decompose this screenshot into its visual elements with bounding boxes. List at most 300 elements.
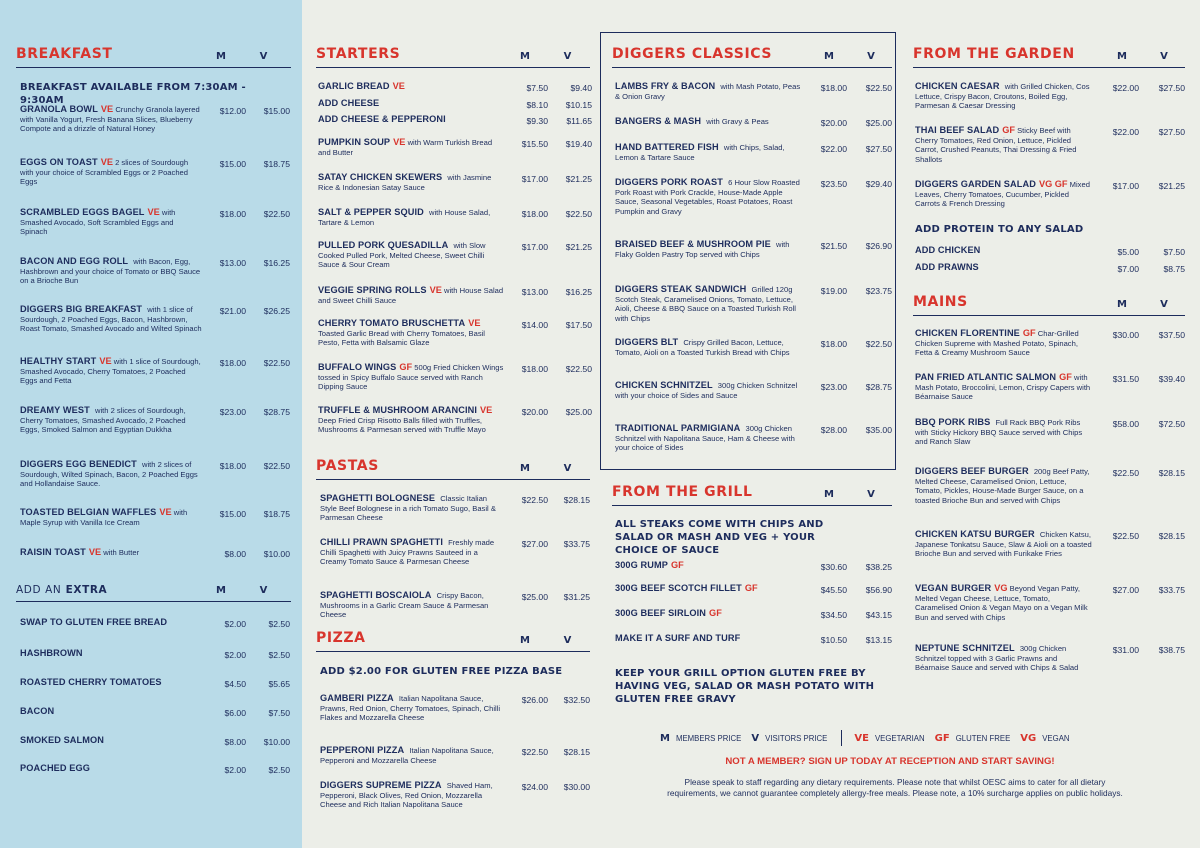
menu-item-name: DIGGERS BLT bbox=[615, 337, 679, 347]
visitor-price: $18.75 bbox=[263, 159, 290, 169]
menu-item-text bbox=[915, 418, 1097, 447]
menu-item-name: CHICKEN SCHNITZEL bbox=[615, 380, 713, 390]
visitor-price: $15.00 bbox=[263, 106, 290, 116]
menu-item bbox=[318, 208, 592, 227]
dietary-tag: GF bbox=[1002, 125, 1015, 135]
pastas-m-label: M bbox=[520, 463, 530, 474]
member-price: $15.00 bbox=[219, 159, 246, 169]
member-price: $8.00 bbox=[224, 737, 246, 747]
visitor-price: $33.75 bbox=[1158, 585, 1185, 595]
member-price: $22.00 bbox=[820, 144, 847, 154]
menu-item-text bbox=[318, 99, 510, 109]
extras-title bbox=[16, 584, 206, 596]
menu-item-name: ADD PRAWNS bbox=[915, 262, 979, 272]
visitor-price: $8.75 bbox=[1163, 264, 1185, 274]
dietary-tag: GF bbox=[1059, 372, 1072, 382]
visitor-price: $29.40 bbox=[865, 179, 892, 189]
dietary-tag: VE bbox=[468, 318, 481, 328]
menu-item-description: Crispy Bacon, Mushrooms in a Garlic Cream Sauce & Parmesan Cheese bbox=[320, 591, 489, 620]
menu-item-description: with 1 slice of Sourdough, Smashed Avocado, Cherry Tomatoes, 2 Poached Eggs and Fetta bbox=[20, 357, 201, 386]
menu-item-text bbox=[615, 609, 805, 619]
member-price: $58.00 bbox=[1112, 419, 1139, 429]
visitor-price: $13.15 bbox=[865, 635, 892, 645]
menu-item-name: TRADITIONAL PARMIGIANA bbox=[615, 423, 741, 433]
menu-item-text bbox=[20, 406, 206, 435]
member-price: $18.00 bbox=[219, 461, 246, 471]
visitor-price: $23.75 bbox=[865, 286, 892, 296]
menu-item-description: Crispy Grilled Bacon, Lettuce, Tomato, Aioli on a Toasted Turkish Bread with Chips bbox=[615, 338, 790, 357]
protein-heading: ADD PROTEIN TO ANY SALAD bbox=[915, 224, 1084, 235]
dietary-tag: VE bbox=[159, 507, 172, 517]
menu-item-text bbox=[915, 82, 1097, 111]
dietary-tag: VE bbox=[88, 547, 102, 557]
breakfast-hours: BREAKFAST AVAILABLE FROM 7:30AM - 9:30AM bbox=[20, 82, 246, 106]
menu-item bbox=[20, 707, 290, 718]
member-price: $18.00 bbox=[219, 358, 246, 368]
menu-item-description: Chicken Katsu, Japanese Tonkatsu Sauce, Slaw & Aioli on a toasted Brioche Bun and served with Furikake Fries bbox=[915, 530, 1092, 559]
menu-item-text bbox=[318, 286, 510, 305]
menu-item-name: DIGGERS EGG BENEDICT bbox=[20, 459, 137, 469]
menu-item-name: GAMBERI PIZZA bbox=[320, 693, 394, 703]
menu-item bbox=[615, 609, 892, 620]
menu-item-name: PULLED PORK QUESADILLA bbox=[318, 240, 449, 250]
menu-item bbox=[20, 460, 290, 489]
menu-item-name: VEGGIE SPRING ROLLS bbox=[318, 285, 427, 295]
menu-item-name: GRANOLA BOWL bbox=[20, 104, 98, 114]
menu-item-description: with Maple Syrup with Vanilla Ice Cream bbox=[20, 508, 188, 527]
menu-item-name: DREAMY WEST bbox=[20, 405, 90, 415]
visitor-price: $56.90 bbox=[865, 585, 892, 595]
menu-item-name: DIGGERS PORK ROAST bbox=[615, 177, 723, 187]
member-price: $18.00 bbox=[521, 364, 548, 374]
starters-header bbox=[316, 46, 590, 68]
member-price: $17.00 bbox=[1112, 181, 1139, 191]
visitor-price: $22.50 bbox=[565, 364, 592, 374]
menu-item-name: BRAISED BEEF & MUSHROOM PIE bbox=[615, 239, 771, 249]
member-price: $22.00 bbox=[1112, 83, 1139, 93]
menu-item-name: LAMBS FRY & BACON bbox=[615, 81, 716, 91]
classics-title: DIGGERS CLASSICS bbox=[612, 46, 773, 62]
menu-item-text bbox=[20, 678, 206, 688]
visitor-price: $28.15 bbox=[563, 747, 590, 757]
menu-item-name: TOASTED BELGIAN WAFFLES bbox=[20, 507, 157, 517]
menu-item-text bbox=[20, 305, 206, 334]
menu-item-text bbox=[615, 634, 805, 644]
member-price: $12.00 bbox=[219, 106, 246, 116]
menu-item-text bbox=[20, 707, 206, 717]
garden-title: FROM THE GARDEN bbox=[913, 46, 1075, 62]
classics-header bbox=[612, 46, 892, 68]
visitor-price: $22.50 bbox=[865, 339, 892, 349]
visitor-price: $7.50 bbox=[268, 708, 290, 718]
menu-item-name: NEPTUNE SCHNITZEL bbox=[915, 643, 1015, 653]
menu-item-name: CHICKEN KATSU BURGER bbox=[915, 529, 1035, 539]
menu-item bbox=[20, 208, 290, 237]
menu-item bbox=[615, 240, 892, 259]
member-price: $8.10 bbox=[526, 100, 548, 110]
visitor-price: $33.75 bbox=[563, 539, 590, 549]
member-price: $34.50 bbox=[820, 610, 847, 620]
visitor-price: $28.75 bbox=[865, 382, 892, 392]
menu-item-name: SWAP TO GLUTEN FREE BREAD bbox=[20, 617, 168, 627]
dietary-tag: VG GF bbox=[1038, 179, 1068, 189]
menu-item-description: with Bacon, Egg, Hashbrown and your choice of Tomato or BBQ Sauce on a Brioche Bun bbox=[20, 257, 201, 286]
menu-item-description: Italian Napolitana Sauce, Prawns, Red Onion, Cherry Tomatoes, Spinach, Chilli Flakes and Mozzarella Cheese bbox=[320, 694, 501, 723]
visitor-price: $10.15 bbox=[565, 100, 592, 110]
menu-item-text bbox=[915, 246, 1097, 256]
pizza-header bbox=[316, 630, 590, 652]
menu-item-name: TRUFFLE & MUSHROOM ARANCINI bbox=[318, 405, 478, 415]
menu-item bbox=[915, 329, 1185, 358]
menu-item-text bbox=[320, 746, 510, 765]
member-price: $18.00 bbox=[521, 209, 548, 219]
menu-item-text bbox=[318, 82, 510, 92]
menu-item bbox=[320, 694, 590, 723]
visitor-price: $21.25 bbox=[565, 242, 592, 252]
visitor-price: $19.40 bbox=[565, 139, 592, 149]
member-price: $45.50 bbox=[820, 585, 847, 595]
member-price: $27.00 bbox=[521, 539, 548, 549]
menu-item-description: 300g Chicken Schnitzel with your choice of Sides and Sauce bbox=[615, 381, 798, 400]
menu-item bbox=[615, 381, 892, 400]
menu-item bbox=[318, 286, 592, 305]
menu-item-description: Mixed Leaves, Cherry Tomatoes, Cucumber, Pickled Carrots & French Dressing bbox=[915, 180, 1090, 209]
visitor-price: $25.00 bbox=[565, 407, 592, 417]
dietary-disclaimer: Please speak to staff regarding any dietary requirements. Please note that whilst OESC aims to cater for all dietary requirements, we cannot guarantee completely allergy-free meals. Please note, a 10% surcharge applies on public holidays. bbox=[667, 777, 1123, 798]
visitor-price: $16.25 bbox=[263, 258, 290, 268]
pastas-v-label: V bbox=[563, 463, 572, 474]
menu-item-description: with Mash Potato, Peas & Onion Gravy bbox=[615, 82, 801, 101]
visitor-price: $37.50 bbox=[1158, 330, 1185, 340]
menu-item-name: DIGGERS BIG BREAKFAST bbox=[20, 304, 143, 314]
menu-item-text bbox=[320, 494, 510, 523]
member-price: $17.00 bbox=[521, 242, 548, 252]
member-price: $30.60 bbox=[820, 562, 847, 572]
menu-item-text bbox=[20, 618, 206, 628]
menu-item-text bbox=[615, 178, 805, 216]
menu-item-text bbox=[615, 381, 805, 400]
pizza-m-label: M bbox=[520, 635, 530, 646]
visitor-price: $27.50 bbox=[1158, 127, 1185, 137]
menu-item-text bbox=[915, 126, 1097, 164]
member-price: $31.50 bbox=[1112, 374, 1139, 384]
member-price: $15.00 bbox=[219, 509, 246, 519]
menu-item bbox=[20, 158, 290, 187]
member-price: $27.00 bbox=[1112, 585, 1139, 595]
menu-item-name: BANGERS & MASH bbox=[615, 116, 702, 126]
garden-m-label: M bbox=[1117, 51, 1127, 62]
menu-item-description: with 2 slices of Sourdough, Wilted Spinach, Bacon, 2 Poached Eggs and Hollandaise Sauce. bbox=[20, 460, 198, 489]
visitor-price: $21.25 bbox=[565, 174, 592, 184]
menu-item-name: 300G RUMP bbox=[615, 560, 668, 570]
menu-item-text bbox=[915, 530, 1097, 559]
breakfast-header bbox=[16, 46, 291, 68]
menu-item-text bbox=[20, 357, 206, 386]
starters-column bbox=[302, 0, 592, 848]
menu-item-text bbox=[318, 406, 510, 435]
member-price: $30.00 bbox=[1112, 330, 1139, 340]
menu-item bbox=[615, 285, 892, 323]
dietary-tag: GF bbox=[399, 362, 413, 372]
dietary-tag: GF bbox=[709, 608, 722, 618]
menu-item-name: SMOKED SALMON bbox=[20, 735, 104, 745]
visitor-price: $26.90 bbox=[865, 241, 892, 251]
menu-item-description: with Smashed Avocado, Soft Scrambled Eggs and Spinach bbox=[20, 208, 176, 237]
member-price: $17.00 bbox=[521, 174, 548, 184]
menu-item bbox=[20, 305, 290, 334]
visitor-price: $10.00 bbox=[263, 549, 290, 559]
visitor-price: $38.75 bbox=[1158, 645, 1185, 655]
menu-item bbox=[615, 117, 892, 128]
visitor-price: $2.50 bbox=[268, 650, 290, 660]
menu-item-name: SCRAMBLED EGGS BAGEL bbox=[20, 207, 145, 217]
mains-v-label: V bbox=[1160, 299, 1168, 310]
pizza-v-label: V bbox=[563, 635, 572, 646]
legend-v-key: V bbox=[751, 732, 760, 744]
visitor-price: $35.00 bbox=[865, 425, 892, 435]
menu-item-name: DIGGERS GARDEN SALAD bbox=[915, 179, 1036, 189]
member-price: $22.00 bbox=[1112, 127, 1139, 137]
member-price: $28.00 bbox=[820, 425, 847, 435]
menu-item-description: Classic Italian Style Beef Bolognese in a rich Tomato Sugo, Basil & Parmesan Cheese bbox=[320, 494, 496, 523]
grill-title: FROM THE GRILL bbox=[612, 484, 753, 500]
breakfast-column bbox=[0, 0, 302, 848]
garden-v-label: V bbox=[1160, 51, 1168, 62]
menu-item-name: ADD CHICKEN bbox=[915, 245, 981, 255]
legend-gf-key: GF bbox=[934, 732, 950, 744]
mains-header bbox=[913, 294, 1185, 316]
visitor-price: $27.50 bbox=[865, 144, 892, 154]
member-price: $8.00 bbox=[224, 549, 246, 559]
dietary-tag: VE bbox=[99, 356, 112, 366]
legend-divider bbox=[841, 730, 842, 746]
menu-item-description: 300g Chicken Schnitzel topped with 3 Garlic Prawns and Béarnaise Sauce and served with Chips & Salad bbox=[915, 644, 1079, 673]
member-price: $23.50 bbox=[820, 179, 847, 189]
classics-column bbox=[600, 0, 900, 848]
menu-item-description: 500g Fried Chicken Wings tossed in Spicy Buffalo Sauce served with Ranch Dipping Sauce bbox=[318, 363, 504, 392]
member-price: $24.00 bbox=[521, 782, 548, 792]
menu-item-text bbox=[615, 584, 805, 594]
menu-item-description: 2 slices of Sourdough with your choice of Scrambled Eggs or 2 Poached Eggs bbox=[20, 158, 189, 187]
menu-item bbox=[615, 178, 892, 216]
menu-item bbox=[20, 508, 290, 527]
menu-item-description: with Gravy & Peas bbox=[706, 117, 769, 126]
dietary-tag: GF bbox=[670, 560, 684, 570]
pizza-title: PIZZA bbox=[316, 630, 366, 646]
extras-m-label: M bbox=[216, 585, 226, 596]
visitor-price: $18.75 bbox=[263, 509, 290, 519]
menu-item-text bbox=[20, 257, 206, 286]
member-price: $26.00 bbox=[521, 695, 548, 705]
menu-item-text bbox=[615, 143, 805, 162]
menu-item-name: ADD CHEESE & PEPPERONI bbox=[318, 114, 446, 124]
grill-gf-note: KEEP YOUR GRILL OPTION GLUTEN FREE BY HAVING VEG, SALAD OR MASH POTATO WITH GLUTEN FREE GRAVY bbox=[615, 668, 875, 705]
extras-header bbox=[16, 584, 291, 602]
menu-item-text bbox=[915, 180, 1097, 209]
menu-item-text bbox=[320, 591, 510, 620]
visitor-price: $32.50 bbox=[563, 695, 590, 705]
member-price: $15.50 bbox=[521, 139, 548, 149]
visitor-price: $22.50 bbox=[565, 209, 592, 219]
member-price: $22.50 bbox=[1112, 531, 1139, 541]
dietary-tag: VE bbox=[429, 285, 442, 295]
menu-item bbox=[615, 82, 892, 101]
menu-item-text bbox=[915, 329, 1097, 358]
menu-item-text bbox=[20, 105, 206, 134]
member-price: $25.00 bbox=[521, 592, 548, 602]
menu-item bbox=[318, 363, 592, 392]
visitor-price: $38.25 bbox=[865, 562, 892, 572]
dietary-tag: VE bbox=[100, 157, 113, 167]
member-price: $23.00 bbox=[219, 407, 246, 417]
legend-m-key: M bbox=[660, 732, 670, 744]
member-price: $6.00 bbox=[224, 708, 246, 718]
dietary-tag: VE bbox=[393, 137, 406, 147]
visitor-price: $21.25 bbox=[1158, 181, 1185, 191]
menu-item bbox=[915, 180, 1185, 209]
menu-item-text bbox=[915, 584, 1097, 622]
dietary-tag: VE bbox=[392, 81, 405, 91]
dietary-tag: VG bbox=[994, 583, 1008, 593]
menu-item-description: with Warm Turkish Bread and Butter bbox=[318, 138, 493, 157]
visitor-price: $22.50 bbox=[263, 209, 290, 219]
visitor-price: $22.50 bbox=[263, 461, 290, 471]
menu-item-name: SPAGHETTI BOLOGNESE bbox=[320, 493, 436, 503]
grill-steaks-note: ALL STEAKS COME WITH CHIPS AND SALAD OR MASH AND VEG + YOUR CHOICE OF SAUCE bbox=[615, 519, 824, 556]
member-price: $21.50 bbox=[820, 241, 847, 251]
dietary-tag: GF bbox=[1022, 328, 1036, 338]
visitor-price: $26.25 bbox=[263, 306, 290, 316]
menu-item bbox=[615, 338, 892, 357]
menu-item-name: DIGGERS SUPREME PIZZA bbox=[320, 780, 442, 790]
member-price: $7.50 bbox=[526, 83, 548, 93]
visitor-price: $28.75 bbox=[263, 407, 290, 417]
member-price: $10.50 bbox=[820, 635, 847, 645]
menu-item-name: MAKE IT A SURF AND TURF bbox=[615, 633, 741, 643]
menu-item-description: 6 Hour Slow Roasted Pork Roast with Pork Crackle, House-Made Apple Sauce, Seasonal Vegetables, Roast Potatoes, Roast Pumpkin and Gravy bbox=[615, 178, 800, 216]
menu-item-name: GARLIC BREAD bbox=[318, 81, 390, 91]
member-price: $21.00 bbox=[219, 306, 246, 316]
menu-item-name: SPAGHETTI BOSCAIOLA bbox=[320, 590, 432, 600]
garden-column bbox=[905, 0, 1195, 848]
menu-item-description: with House Salad, Tartare & Lemon bbox=[318, 208, 491, 227]
menu-item-description: with Butter bbox=[103, 548, 140, 557]
extras-title-prefix: ADD AN bbox=[16, 584, 62, 596]
menu-item-text bbox=[615, 561, 805, 571]
visitor-price: $2.50 bbox=[268, 619, 290, 629]
menu-item bbox=[20, 618, 290, 629]
dietary-tag: VE bbox=[480, 405, 493, 415]
visitor-price: $28.15 bbox=[1158, 468, 1185, 478]
menu-item bbox=[20, 736, 290, 747]
pastas-title: PASTAS bbox=[316, 458, 379, 474]
menu-item-name: HAND BATTERED FISH bbox=[615, 142, 719, 152]
menu-item bbox=[20, 649, 290, 660]
menu-item-description: with Jasmine Rice & Indonesian Satay Sauce bbox=[318, 173, 492, 192]
menu-item-description: Toasted Garlic Bread with Cherry Tomatoes, Basil Pesto, Fetta with Balsamic Glaze bbox=[318, 328, 485, 348]
menu-item-description: with 2 slices of Sourdough, Cherry Tomatoes, Smashed Avocado, 2 Poached Eggs, Smoked Salmon and Egyptian Dukkha bbox=[20, 406, 186, 435]
grill-m-label: M bbox=[824, 489, 834, 500]
menu-item-description: with House Salad and Sweet Chilli Sauce bbox=[318, 286, 504, 305]
menu-item-description: with Grilled Chicken, Cos Lettuce, Crispy Bacon, Croutons, Boiled Egg, Parmesan & Caesar Dressing bbox=[915, 82, 1090, 111]
menu-item bbox=[320, 591, 590, 620]
visitor-price: $5.65 bbox=[268, 679, 290, 689]
menu-item-description: 200g Beef Patty, Melted Cheese, Caramelised Onion, Lettuce, Tomato, Pickles, House-Made Burger Sauce, on a toasted Brioche Bun and served with Chips bbox=[915, 467, 1090, 505]
dietary-tag: VE bbox=[100, 104, 114, 114]
classics-m-label: M bbox=[824, 51, 834, 62]
menu-item-text bbox=[20, 736, 206, 746]
menu-item-description: with 1 slice of Sourdough, 2 Poached Eggs, Bacon, Hashbrown, Roast Tomato, Smashed Avocado and Wilted Spinach bbox=[20, 305, 202, 334]
menu-item-description: Crunchy Granola layered with Vanilla Yogurt, Fresh Banana Slices, Blueberry Compote and a drizzle of Natural Honey bbox=[20, 105, 200, 134]
visitor-price: $28.15 bbox=[1158, 531, 1185, 541]
pastas-header bbox=[316, 458, 590, 480]
menu-item-text bbox=[20, 158, 206, 187]
menu-item-description: 300g Chicken Schnitzel with Napolitana Sauce, Ham & Cheese with your choice of Sides bbox=[615, 424, 795, 453]
menu-item-name: BACON AND EGG ROLL bbox=[20, 256, 129, 266]
member-price: $13.00 bbox=[521, 287, 548, 297]
legend-m-label: MEMBERS PRICE bbox=[675, 733, 742, 743]
visitor-price: $22.50 bbox=[263, 358, 290, 368]
legend-ve-key: VE bbox=[854, 732, 869, 744]
menu-item-description: Grilled 120g Scotch Steak, Caramelised Onions, Tomato, Lettuce, Aioli, Cheese & BBQ Sauce on a Toasted Turkish Roll with Chips bbox=[615, 285, 796, 323]
legend-vg-key: VG bbox=[1020, 732, 1037, 744]
visitor-price: $17.50 bbox=[565, 320, 592, 330]
member-price: $19.00 bbox=[820, 286, 847, 296]
menu-item bbox=[915, 263, 1185, 274]
menu-item bbox=[318, 241, 592, 270]
menu-item-text bbox=[320, 694, 510, 723]
breakfast-title: BREAKFAST bbox=[16, 46, 113, 62]
menu-item-text bbox=[318, 319, 510, 348]
menu-item bbox=[915, 82, 1185, 111]
menu-item-name: 300G BEEF SCOTCH FILLET bbox=[615, 583, 742, 593]
visitor-price: $9.40 bbox=[570, 83, 592, 93]
menu-item bbox=[915, 530, 1185, 559]
menu-item bbox=[318, 406, 592, 435]
visitor-price: $39.40 bbox=[1158, 374, 1185, 384]
garden-header bbox=[913, 46, 1185, 68]
menu-item-name: EGGS ON TOAST bbox=[20, 157, 98, 167]
menu-item bbox=[320, 781, 590, 810]
menu-item bbox=[915, 467, 1185, 505]
menu-item-text bbox=[20, 764, 206, 774]
menu-item-text bbox=[20, 508, 206, 527]
member-price: $23.00 bbox=[820, 382, 847, 392]
menu-item-text bbox=[20, 460, 206, 489]
member-price: $18.00 bbox=[219, 209, 246, 219]
menu-item bbox=[320, 746, 590, 765]
menu-item-text bbox=[615, 240, 805, 259]
member-price: $9.30 bbox=[526, 116, 548, 126]
visitor-price: $2.50 bbox=[268, 765, 290, 775]
menu-item-name: 300G BEEF SIRLOIN bbox=[615, 608, 707, 618]
menu-item bbox=[318, 82, 592, 93]
menu-item-text bbox=[615, 117, 805, 127]
menu-item bbox=[915, 246, 1185, 257]
member-price: $22.50 bbox=[521, 495, 548, 505]
menu-item bbox=[20, 548, 290, 559]
member-price: $2.00 bbox=[224, 619, 246, 629]
menu-item-name: PAN FRIED ATLANTIC SALMON bbox=[915, 372, 1057, 382]
member-price: $22.50 bbox=[1112, 468, 1139, 478]
menu-item-name: CHICKEN FLORENTINE bbox=[915, 328, 1020, 338]
menu-item-text bbox=[615, 338, 805, 357]
menu-item bbox=[320, 538, 590, 567]
menu-item bbox=[320, 494, 590, 523]
menu-item-name: ADD CHEESE bbox=[318, 98, 380, 108]
menu-item-text bbox=[615, 424, 805, 453]
menu-item bbox=[915, 644, 1185, 673]
